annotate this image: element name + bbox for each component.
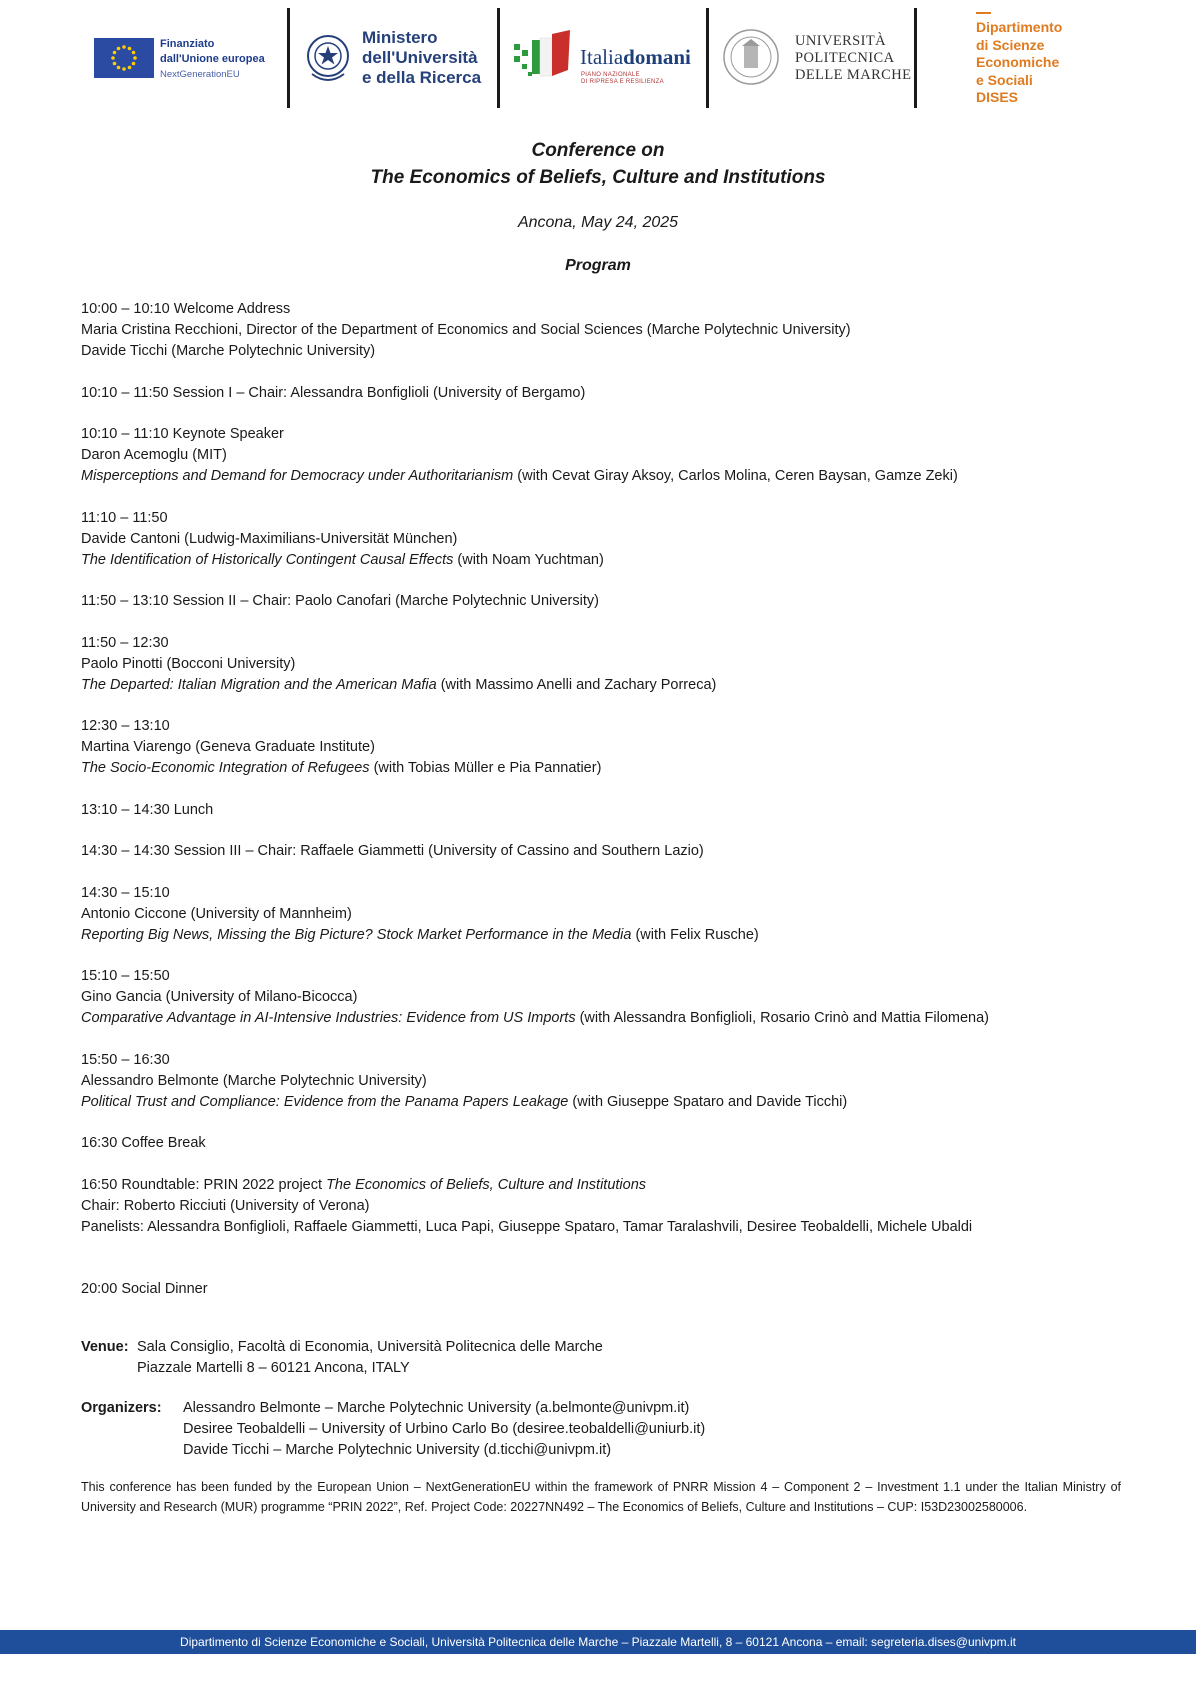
italiadomani-subtitle — [581, 72, 664, 86]
logo-divider — [914, 8, 917, 108]
program-roundtable — [81, 1175, 1121, 1238]
roundtable-prefix: 16:50 Roundtable: PRIN 2022 project — [81, 1176, 327, 1193]
paper-title: The Departed: Italian Migration and the American Mafia — [81, 676, 437, 693]
dises-logo — [976, 19, 1062, 107]
organizer-line: Desiree Teobaldelli – University of Urbino Carlo Bo (desiree.teobaldelli@uniurb.it) — [183, 1421, 706, 1437]
program-break — [81, 800, 1121, 821]
italiadomani-name-part: domani — [623, 45, 691, 69]
organizers-section — [81, 1398, 705, 1461]
footer-bar — [0, 1630, 1196, 1654]
dises-logo-line: Economiche — [976, 54, 1060, 70]
univpm-seal-icon — [722, 28, 780, 86]
organizer-line: Davide Ticchi – Marche Polytechnic University (d.ticchi@univpm.it) — [183, 1442, 612, 1458]
program-heading: Program — [565, 257, 631, 274]
program-speaker: Alessandro Belmonte (Marche Polytechnic University) — [81, 1072, 427, 1089]
paper-title: The Socio-Economic Integration of Refugees — [81, 760, 370, 776]
roundtable-chair: Chair: Roberto Ricciuti (University of Verona) — [81, 1197, 370, 1214]
univpm-logo-line: UNIVERSITÀ — [795, 33, 886, 49]
eu-flag-icon — [94, 38, 154, 78]
logo-divider — [497, 8, 500, 108]
program-time: 12:30 – 13:10 — [81, 718, 170, 734]
univpm-logo-line: POLITECNICA — [795, 50, 895, 66]
italiadomani-name-part: Italia — [580, 45, 624, 69]
paper-coauthors: (with Cevat Giray Aksoy, Carlos Molina, Ceren Baysan, Gamze Zeki) — [513, 468, 958, 484]
dises-logo-line: DISES — [976, 89, 1019, 105]
program-item — [81, 508, 1121, 571]
venue-line: Sala Consiglio, Facoltà di Economia, Università Politecnica delle Marche — [137, 1339, 603, 1355]
program-paper — [81, 758, 1121, 779]
paper-coauthors: (with Massimo Anelli and Zachary Porreca) — [436, 676, 717, 693]
program-list — [81, 299, 1121, 1320]
venue-section — [81, 1337, 603, 1379]
program-time-title: 10:10 – 11:10 Keynote Speaker — [81, 426, 284, 442]
program-session-title: 10:10 – 11:50 Session I – Chair: Alessandra Bonfiglioli (University of Bergamo) — [81, 384, 586, 401]
italiadomani-subtitle-line: PIANO NAZIONALE — [581, 72, 640, 78]
paper-title: Political Trust and Compliance: Evidence from the Panama Papers Leakage — [81, 1093, 569, 1110]
paper-coauthors: (with Tobias Müller e Pia Pannatier) — [369, 760, 602, 776]
program-item — [81, 966, 1121, 1029]
program-dinner — [81, 1279, 1121, 1300]
mur-logo-line: dell'Università — [362, 48, 478, 67]
footer-text: Dipartimento di Scienze Economiche e Sociali, Università Politecnica delle Marche – Piazzale Martelli, 8 – 60121 Ancona – email: segreteria.dises@univpm.it — [180, 1635, 1016, 1649]
organizers-label: Organizers: — [81, 1400, 162, 1416]
program-speaker: Gino Gancia (University of Milano-Bicocca) — [81, 989, 358, 1005]
roundtable-title — [81, 1175, 1121, 1196]
venue-line: Piazzale Martelli 8 – 60121 Ancona, ITALY — [137, 1360, 410, 1376]
roundtable-panelists: Panelists: Alessandra Bonfiglioli, Raffaele Giammetti, Luca Papi, Giuseppe Spataro, Tamar Taralashvili, Desiree Teobaldelli, Michele Ubaldi — [81, 1218, 973, 1235]
program-paper — [81, 675, 1121, 696]
paper-title: Comparative Advantage in AI-Intensive Industries: Evidence from US Imports — [81, 1010, 576, 1026]
paper-coauthors: (with Alessandra Bonfiglioli, Rosario Crinò and Mattia Filomena) — [575, 1010, 990, 1026]
mur-logo — [362, 28, 481, 88]
program-speaker: Davide Ticchi (Marche Polytechnic University) — [81, 343, 376, 359]
funding-note: This conference has been funded by the European Union – NextGenerationEU within the framework of PNRR Mission 4 – Component 2 – Investment 1.1 under the Italian Ministry of University and Research (MUR) programme “PRIN 2022”, Ref. Project Code: 20227NN492 – The Economics of Beliefs, Culture and Institutions – CUP: I53D23002580006. — [81, 1480, 1121, 1514]
italiadomani-logo — [580, 45, 691, 70]
eu-logo-line: NextGenerationEU — [160, 69, 240, 80]
italiadomani-flag-icon — [512, 30, 572, 84]
logo-divider — [287, 8, 290, 108]
program-paper — [81, 925, 1121, 946]
dises-logo-line: Dipartimento — [976, 19, 1063, 35]
paper-coauthors: (with Noam Yuchtman) — [453, 551, 604, 568]
program-speaker: Paolo Pinotti (Bocconi University) — [81, 655, 296, 672]
program-paper — [81, 1008, 1121, 1029]
program-time-title: 10:00 – 10:10 Welcome Address — [81, 301, 291, 317]
program-time: 15:10 – 15:50 — [81, 968, 170, 984]
eu-funding-logo — [160, 37, 265, 82]
program-paper — [81, 466, 1121, 487]
mur-logo-line: Ministero — [362, 28, 438, 47]
program-session — [81, 841, 1121, 862]
program-item — [81, 883, 1121, 946]
program-session-title: 11:50 – 13:10 Session II – Chair: Paolo Canofari (Marche Polytechnic University) — [81, 593, 599, 609]
paper-title: The Identification of Historically Contingent Causal Effects — [81, 551, 454, 568]
paper-title: Misperceptions and Demand for Democracy under Authoritarianism — [81, 468, 514, 484]
program-time: 14:30 – 15:10 — [81, 884, 170, 901]
program-break-title: 16:30 Coffee Break — [81, 1135, 206, 1151]
program-break — [81, 1133, 1121, 1154]
paper-coauthors: (with Felix Rusche) — [631, 926, 759, 943]
paper-title: Reporting Big News, Missing the Big Picture? Stock Market Performance in the Media — [81, 926, 632, 943]
dises-logo-line: e Sociali — [976, 71, 1033, 88]
conference-title: The Economics of Beliefs, Culture and Institutions — [370, 167, 826, 188]
program-speaker: Maria Cristina Recchioni, Director of the Department of Economics and Social Sciences (Marche Polytechnic University) — [81, 322, 851, 338]
organizer-line: Alessandro Belmonte – Marche Polytechnic University (a.belmonte@univpm.it) — [183, 1400, 690, 1416]
program-speaker: Antonio Ciccone (University of Mannheim) — [81, 905, 352, 922]
univpm-logo — [795, 33, 911, 84]
mur-logo-line: e della Ricerca — [362, 68, 482, 87]
eu-logo-line: Finanziato — [160, 38, 215, 50]
roundtable-project: The Economics of Beliefs, Culture and Institutions — [326, 1176, 647, 1193]
program-item — [81, 299, 1121, 362]
dises-logo-line: di Scienze — [976, 36, 1045, 53]
program-paper — [81, 550, 1121, 571]
program-speaker: Martina Viarengo (Geneva Graduate Institute) — [81, 739, 375, 755]
conference-place-date: Ancona, May 24, 2025 — [517, 214, 679, 231]
program-time: 11:10 – 11:50 — [81, 509, 168, 526]
program-time: 15:50 – 16:30 — [81, 1051, 170, 1068]
program-time: 11:50 – 12:30 — [81, 634, 169, 651]
program-item — [81, 633, 1121, 696]
logo-divider — [706, 8, 709, 108]
paper-coauthors: (with Giuseppe Spataro and Davide Ticchi) — [568, 1093, 848, 1110]
eu-logo-line: dall'Unione europea — [160, 53, 265, 65]
mur-emblem-icon — [304, 30, 352, 86]
dises-accent-rule — [976, 12, 991, 14]
italiadomani-subtitle-line: DI RIPRESA E RESILIENZA — [581, 79, 664, 85]
program-dinner-title: 20:00 Social Dinner — [81, 1280, 208, 1297]
program-item — [81, 716, 1121, 779]
program-item — [81, 1050, 1121, 1113]
conference-title-line: Conference on — [531, 140, 665, 161]
program-break-title: 13:10 – 14:30 Lunch — [81, 801, 214, 818]
program-item — [81, 424, 1121, 487]
program-session-title: 14:30 – 14:30 Session III – Chair: Raffaele Giammetti (University of Cassino and Southern Lazio) — [81, 843, 704, 859]
univpm-logo-line: DELLE MARCHE — [795, 67, 912, 83]
program-session — [81, 383, 1121, 404]
program-speaker: Daron Acemoglu (MIT) — [81, 447, 227, 463]
program-paper — [81, 1092, 1121, 1113]
venue-label: Venue: — [81, 1339, 129, 1355]
program-session — [81, 591, 1121, 612]
program-speaker: Davide Cantoni (Ludwig-Maximilians-Universität München) — [81, 530, 458, 547]
